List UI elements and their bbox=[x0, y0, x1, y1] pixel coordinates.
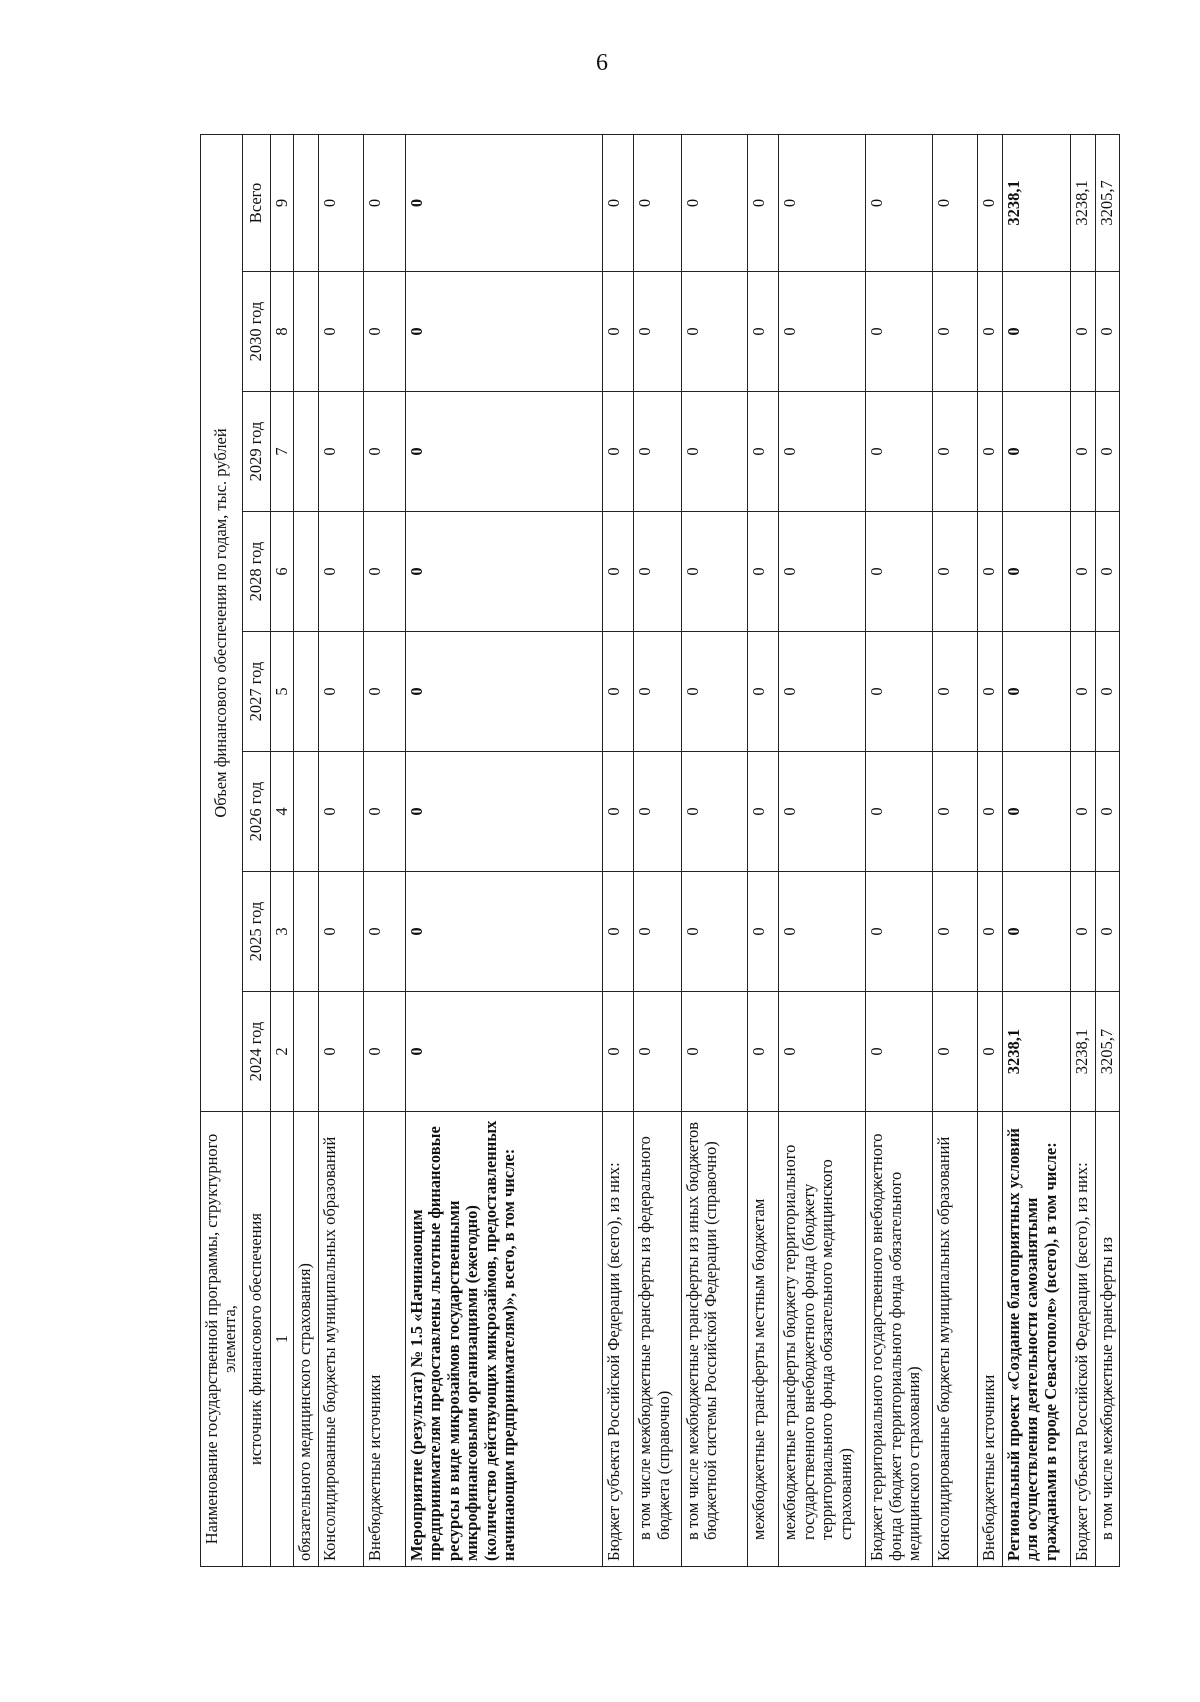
row-value-cell: 0 bbox=[681, 134, 747, 271]
row-value-cell bbox=[294, 992, 318, 1112]
row-name-cell: Консолидированные бюджеты муниципальных образований bbox=[932, 1112, 978, 1567]
table-row bbox=[602, 134, 633, 1566]
row-value-cell: 0 bbox=[405, 512, 602, 632]
row-value-cell: 0 bbox=[681, 752, 747, 872]
row-value-cell: 0 bbox=[779, 272, 866, 392]
row-value-cell: 0 bbox=[634, 752, 682, 872]
row-value-cell: 0 bbox=[602, 752, 633, 872]
row-value-cell: 0 bbox=[364, 632, 405, 752]
row-value-cell: 3205,7 bbox=[1095, 992, 1119, 1112]
header-row-numbers bbox=[270, 134, 293, 1566]
row-value-cell: 0 bbox=[681, 632, 747, 752]
row-value-cell: 0 bbox=[318, 752, 364, 872]
row-name-cell: Внебюджетные источники bbox=[978, 1112, 1002, 1567]
col-number: 9 bbox=[270, 134, 293, 271]
row-name-cell: Консолидированные бюджеты муниципальных образований bbox=[318, 1112, 364, 1567]
row-value-cell: 0 bbox=[318, 392, 364, 512]
row-value-cell: 0 bbox=[748, 992, 779, 1112]
row-value-cell: 0 bbox=[318, 632, 364, 752]
row-value-cell: 0 bbox=[1002, 512, 1070, 632]
row-value-cell bbox=[294, 134, 318, 271]
row-value-cell: 0 bbox=[405, 752, 602, 872]
rotated-table-container bbox=[200, 135, 1120, 1567]
row-value-cell: 0 bbox=[318, 992, 364, 1112]
row-value-cell: 0 bbox=[634, 134, 682, 271]
row-value-cell: 0 bbox=[748, 512, 779, 632]
table-body bbox=[294, 134, 1120, 1566]
header-name-cell bbox=[201, 1112, 243, 1567]
row-value-cell: 0 bbox=[1071, 752, 1095, 872]
row-value-cell: 0 bbox=[405, 632, 602, 752]
row-value-cell: 0 bbox=[1095, 392, 1119, 512]
row-value-cell: 0 bbox=[681, 512, 747, 632]
row-value-cell: 0 bbox=[318, 134, 364, 271]
row-value-cell: 0 bbox=[866, 632, 932, 752]
row-name-cell: в том числе межбюджетные трансферты из иных бюджетов бюджетной системы Российской Федерации (справочно) bbox=[681, 1112, 747, 1567]
row-value-cell: 0 bbox=[932, 134, 978, 271]
row-value-cell: 0 bbox=[978, 752, 1002, 872]
row-value-cell: 0 bbox=[364, 992, 405, 1112]
row-value-cell: 0 bbox=[602, 392, 633, 512]
row-value-cell: 0 bbox=[748, 392, 779, 512]
row-value-cell: 0 bbox=[405, 992, 602, 1112]
header-year: 2024 год bbox=[242, 992, 270, 1112]
row-value-cell: 0 bbox=[364, 512, 405, 632]
row-value-cell: 0 bbox=[978, 272, 1002, 392]
row-value-cell: 0 bbox=[364, 752, 405, 872]
row-value-cell: 0 bbox=[748, 632, 779, 752]
row-name-cell: Региональный проект «Создание благоприятных условий для осуществления деятельности самозанятыми гражданами в городе Севастополе» (всего), в том числе: bbox=[1002, 1112, 1070, 1567]
row-value-cell: 0 bbox=[932, 272, 978, 392]
header-year: 2027 год bbox=[242, 632, 270, 752]
header-year: 2026 год bbox=[242, 752, 270, 872]
row-name-cell: в том числе межбюджетные трансферты из федерального бюджета (справочно) bbox=[634, 1112, 682, 1567]
table-row bbox=[405, 134, 602, 1566]
table-row bbox=[779, 134, 866, 1566]
col-number: 1 bbox=[270, 1112, 293, 1567]
row-value-cell: 0 bbox=[1071, 272, 1095, 392]
row-value-cell: 0 bbox=[634, 272, 682, 392]
row-value-cell: 0 bbox=[364, 392, 405, 512]
row-value-cell: 0 bbox=[978, 992, 1002, 1112]
row-value-cell: 0 bbox=[681, 872, 747, 992]
row-value-cell: 0 bbox=[1071, 392, 1095, 512]
row-value-cell: 0 bbox=[779, 872, 866, 992]
table-row bbox=[294, 134, 318, 1566]
col-number: 6 bbox=[270, 512, 293, 632]
row-value-cell: 0 bbox=[866, 752, 932, 872]
row-value-cell: 0 bbox=[866, 392, 932, 512]
row-value-cell bbox=[294, 272, 318, 392]
row-value-cell: 0 bbox=[1095, 272, 1119, 392]
row-value-cell: 0 bbox=[866, 134, 932, 271]
row-value-cell bbox=[294, 392, 318, 512]
row-value-cell: 0 bbox=[405, 272, 602, 392]
col-number: 5 bbox=[270, 632, 293, 752]
row-value-cell: 3238,1 bbox=[1002, 134, 1070, 271]
row-value-cell: 0 bbox=[602, 632, 633, 752]
row-value-cell: 0 bbox=[602, 272, 633, 392]
header-year: 2029 год bbox=[242, 392, 270, 512]
header-row-1 bbox=[201, 134, 243, 1566]
row-value-cell: 0 bbox=[748, 872, 779, 992]
row-value-cell: 0 bbox=[634, 992, 682, 1112]
row-value-cell: 0 bbox=[978, 134, 1002, 271]
row-value-cell: 0 bbox=[978, 392, 1002, 512]
row-value-cell: 0 bbox=[978, 632, 1002, 752]
header-year: 2028 год bbox=[242, 512, 270, 632]
row-value-cell: 0 bbox=[1095, 512, 1119, 632]
table-row bbox=[932, 134, 978, 1566]
col-number: 7 bbox=[270, 392, 293, 512]
table-row bbox=[681, 134, 747, 1566]
row-value-cell: 0 bbox=[681, 392, 747, 512]
row-value-cell bbox=[294, 632, 318, 752]
row-value-cell: 0 bbox=[602, 134, 633, 271]
row-value-cell: 0 bbox=[932, 632, 978, 752]
row-name-cell: обязательного медицинского страхования) bbox=[294, 1112, 318, 1567]
row-value-cell: 0 bbox=[681, 272, 747, 392]
row-value-cell: 0 bbox=[932, 752, 978, 872]
row-value-cell: 0 bbox=[932, 392, 978, 512]
row-value-cell: 0 bbox=[634, 872, 682, 992]
col-number: 4 bbox=[270, 752, 293, 872]
row-value-cell: 0 bbox=[364, 872, 405, 992]
row-value-cell: 0 bbox=[866, 272, 932, 392]
row-value-cell: 0 bbox=[681, 992, 747, 1112]
row-value-cell: 0 bbox=[978, 872, 1002, 992]
row-value-cell: 0 bbox=[602, 512, 633, 632]
row-value-cell: 0 bbox=[866, 992, 932, 1112]
row-value-cell: 0 bbox=[405, 872, 602, 992]
row-value-cell: 0 bbox=[779, 512, 866, 632]
header-source: источник финансового обеспечения bbox=[242, 1112, 270, 1567]
row-value-cell: 3238,1 bbox=[1071, 134, 1095, 271]
row-value-cell: 0 bbox=[932, 872, 978, 992]
row-name-cell: межбюджетные трансферты местным бюджетам bbox=[748, 1112, 779, 1567]
row-value-cell: 0 bbox=[1071, 632, 1095, 752]
row-name-cell: Бюджет территориального государственного внебюджетного фонда (бюджет территориального фонда обязательного медицинского страхования) bbox=[866, 1112, 932, 1567]
row-value-cell: 0 bbox=[978, 512, 1002, 632]
row-value-cell: 0 bbox=[866, 872, 932, 992]
table-row bbox=[1002, 134, 1070, 1566]
row-value-cell: 0 bbox=[779, 632, 866, 752]
col-number: 8 bbox=[270, 272, 293, 392]
financing-table bbox=[200, 134, 1120, 1567]
row-value-cell: 0 bbox=[1002, 272, 1070, 392]
row-name-cell: Бюджет субъекта Российской Федерации (всего), из них: bbox=[602, 1112, 633, 1567]
row-value-cell: 0 bbox=[866, 512, 932, 632]
row-value-cell: 0 bbox=[634, 632, 682, 752]
row-value-cell: 0 bbox=[1095, 752, 1119, 872]
row-value-cell bbox=[294, 752, 318, 872]
header-row-2 bbox=[242, 134, 270, 1566]
row-value-cell: 3238,1 bbox=[1071, 992, 1095, 1112]
row-value-cell: 0 bbox=[779, 134, 866, 271]
row-value-cell: 0 bbox=[602, 992, 633, 1112]
row-value-cell: 0 bbox=[318, 872, 364, 992]
table-row bbox=[634, 134, 682, 1566]
row-value-cell: 0 bbox=[748, 752, 779, 872]
row-value-cell: 0 bbox=[1002, 632, 1070, 752]
row-value-cell: 0 bbox=[779, 392, 866, 512]
row-value-cell: 0 bbox=[748, 134, 779, 271]
col-number: 3 bbox=[270, 872, 293, 992]
row-name-cell: Внебюджетные источники bbox=[364, 1112, 405, 1567]
header-year: 2030 год bbox=[242, 272, 270, 392]
row-value-cell: 0 bbox=[1071, 512, 1095, 632]
row-name-cell: Бюджет субъекта Российской Федерации (всего), из них: bbox=[1071, 1112, 1095, 1567]
row-name-cell: межбюджетные трансферты бюджету территориального государственного внебюджетного фонда (бюджету территориального фонда обязательного медицинского страхования) bbox=[779, 1112, 866, 1567]
header-volume: Объем финансового обеспечения по годам, тыс. рублей bbox=[201, 134, 243, 1111]
table-row bbox=[1095, 134, 1119, 1566]
row-value-cell: 0 bbox=[1095, 632, 1119, 752]
row-value-cell: 0 bbox=[1071, 872, 1095, 992]
row-value-cell: 0 bbox=[779, 752, 866, 872]
row-value-cell: 0 bbox=[602, 872, 633, 992]
row-value-cell: 0 bbox=[318, 512, 364, 632]
row-value-cell: 0 bbox=[779, 992, 866, 1112]
col-number: 2 bbox=[270, 992, 293, 1112]
row-value-cell bbox=[294, 872, 318, 992]
header-name: Наименование государственной программы, структурного элемента, bbox=[202, 1133, 240, 1545]
row-value-cell bbox=[294, 512, 318, 632]
row-value-cell: 0 bbox=[1002, 752, 1070, 872]
header-total: Всего bbox=[242, 134, 270, 271]
row-value-cell: 0 bbox=[932, 992, 978, 1112]
row-value-cell: 0 bbox=[364, 134, 405, 271]
row-value-cell: 0 bbox=[1095, 872, 1119, 992]
row-name-cell: в том числе межбюджетные трансферты из bbox=[1095, 1112, 1119, 1567]
table-row bbox=[866, 134, 932, 1566]
row-value-cell: 0 bbox=[634, 392, 682, 512]
row-value-cell: 0 bbox=[1002, 392, 1070, 512]
table-row bbox=[748, 134, 779, 1566]
row-value-cell: 3205,7 bbox=[1095, 134, 1119, 271]
table-row bbox=[364, 134, 405, 1566]
table-row bbox=[1071, 134, 1095, 1566]
row-value-cell: 0 bbox=[405, 392, 602, 512]
row-value-cell: 0 bbox=[932, 512, 978, 632]
row-value-cell: 0 bbox=[748, 272, 779, 392]
row-value-cell: 3238,1 bbox=[1002, 992, 1070, 1112]
row-value-cell: 0 bbox=[364, 272, 405, 392]
row-value-cell: 0 bbox=[318, 272, 364, 392]
table-row bbox=[318, 134, 364, 1566]
row-value-cell: 0 bbox=[1002, 872, 1070, 992]
header-year: 2025 год bbox=[242, 872, 270, 992]
row-name-cell: Мероприятие (результат) № 1.5 «Начинающим предпринимателям предоставлены льготные финансовые ресурсы в виде микрозаймов государственными микрофинансовыми организациями (ежегодно) (количество действующих микрозаймов, предоставленных начинающим предпринимателям)», всего, в том числе: bbox=[405, 1112, 602, 1567]
table-row bbox=[978, 134, 1002, 1566]
row-value-cell: 0 bbox=[634, 512, 682, 632]
row-value-cell: 0 bbox=[405, 134, 602, 271]
page-number: 6 bbox=[596, 50, 608, 76]
